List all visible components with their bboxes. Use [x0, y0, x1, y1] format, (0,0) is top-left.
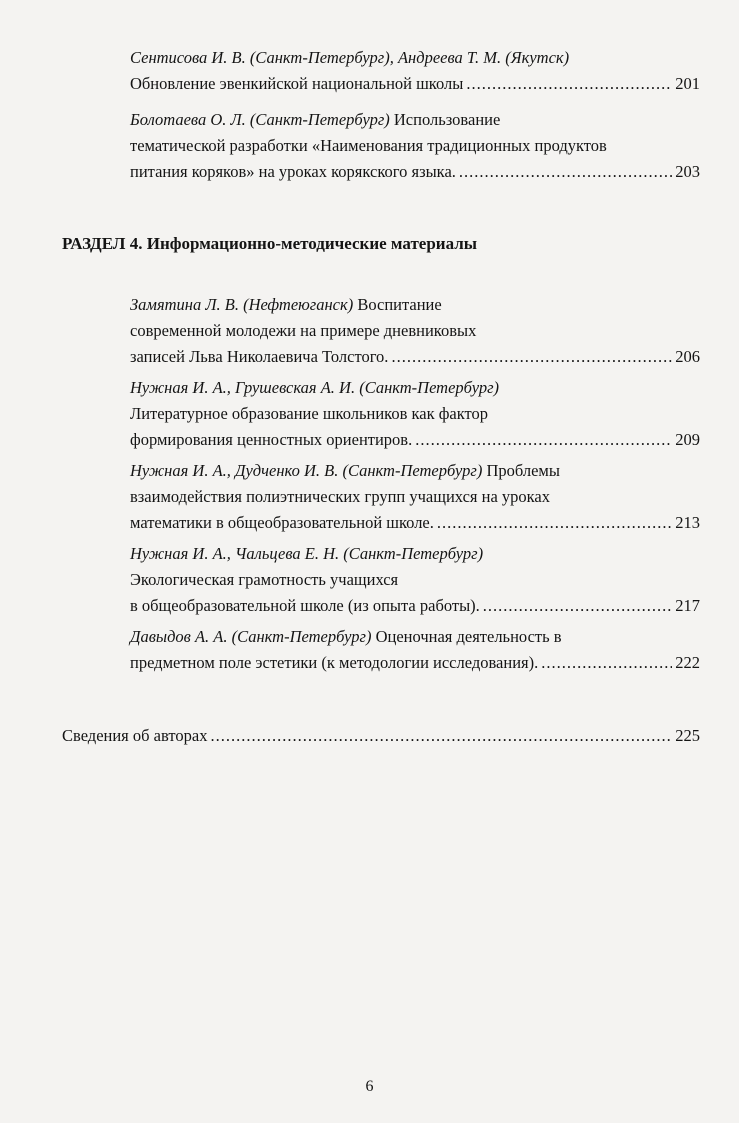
entry-author: Нужная И. А., Дудченко И. В. (Санкт-Петербург)	[130, 461, 483, 480]
entry-title: современной молодежи на примере дневниковых	[130, 321, 477, 340]
entry-author-line	[130, 107, 700, 133]
dot-leader	[415, 427, 672, 453]
entry-title-line	[130, 71, 700, 97]
authors-info-entry	[62, 723, 700, 749]
entry-page-number: 222	[675, 653, 700, 672]
entry-title-line	[130, 510, 700, 536]
entry-title-start: Проблемы	[482, 461, 560, 480]
entry-page-number: 213	[675, 513, 700, 532]
entry-title: питания коряков» на уроках корякского языка.	[130, 162, 456, 181]
entry-author-line	[130, 624, 700, 650]
entry-title: формирования ценностных ориентиров.	[130, 430, 413, 449]
entry-title: предметном поле эстетики (к методологии исследования).	[130, 653, 539, 672]
page-number: 6	[365, 1078, 374, 1095]
entry-title-line	[130, 344, 700, 370]
entry-page-number: 201	[675, 74, 700, 93]
entry-author: Нужная И. А., Чальцева Е. Н. (Санкт-Петербург)	[130, 544, 484, 563]
entry-page-number: 217	[675, 596, 700, 615]
entry-title: тематической разработки «Наименования традиционных продуктов	[130, 136, 607, 155]
dot-leader	[210, 723, 672, 749]
entry-title-line	[130, 159, 700, 185]
entry-title: взаимодействия полиэтнических групп учащихся на уроках	[130, 487, 550, 506]
dot-leader	[437, 510, 672, 536]
dot-leader	[391, 344, 672, 370]
entry-title: математики в общеобразовательной школе.	[130, 513, 434, 532]
toc-entry	[130, 541, 700, 619]
toc-entry	[130, 375, 700, 453]
entry-page-number: 225	[675, 726, 700, 745]
entry-title: Обновление эвенкийской национальной школы	[130, 74, 464, 93]
entry-title-line	[62, 723, 700, 749]
entry-author: Нужная И. А., Грушевская А. И. (Санкт-Петербург)	[130, 378, 500, 397]
entry-title: Литературное образование школьников как фактор	[130, 404, 489, 423]
entry-author: Болотаева О. Л. (Санкт-Петербург)	[130, 110, 390, 129]
entry-title-start: Оценочная деятельность в	[371, 627, 562, 646]
dot-leader	[466, 71, 672, 97]
entry-title: Экологическая грамотность учащихся	[130, 570, 399, 589]
toc-entry	[130, 292, 700, 370]
dot-leader	[483, 593, 672, 619]
dot-leader	[459, 159, 672, 185]
entry-page-number: 203	[675, 162, 700, 181]
authors-info-label: Сведения об авторах	[62, 726, 208, 745]
section-heading: РАЗДЕЛ 4. Информационно-методические материалы	[62, 234, 478, 253]
entry-title-line	[130, 427, 700, 453]
entry-page-number: 206	[675, 347, 700, 366]
entry-author: Сентисова И. В. (Санкт-Петербург), Андреева Т. М. (Якутск)	[130, 48, 570, 67]
toc-entry	[130, 107, 700, 185]
entry-title: записей Льва Николаевича Толстого.	[130, 347, 389, 366]
toc-entry	[130, 624, 700, 676]
entry-author: Давыдов А. А. (Санкт-Петербург)	[130, 627, 372, 646]
toc-entry	[130, 45, 700, 97]
entry-title: в общеобразовательной школе (из опыта работы).	[130, 596, 480, 615]
entry-author-line	[130, 458, 700, 484]
entry-author-line	[130, 292, 700, 318]
entry-page-number: 209	[675, 430, 700, 449]
entry-title-line	[130, 650, 700, 676]
toc-entry	[130, 458, 700, 536]
entry-author: Замятина Л. В. (Нефтеюганск)	[130, 295, 354, 314]
entry-title-start: Воспитание	[353, 295, 442, 314]
entry-title-line	[130, 593, 700, 619]
entry-title-start: Использование	[389, 110, 501, 129]
dot-leader	[541, 650, 672, 676]
